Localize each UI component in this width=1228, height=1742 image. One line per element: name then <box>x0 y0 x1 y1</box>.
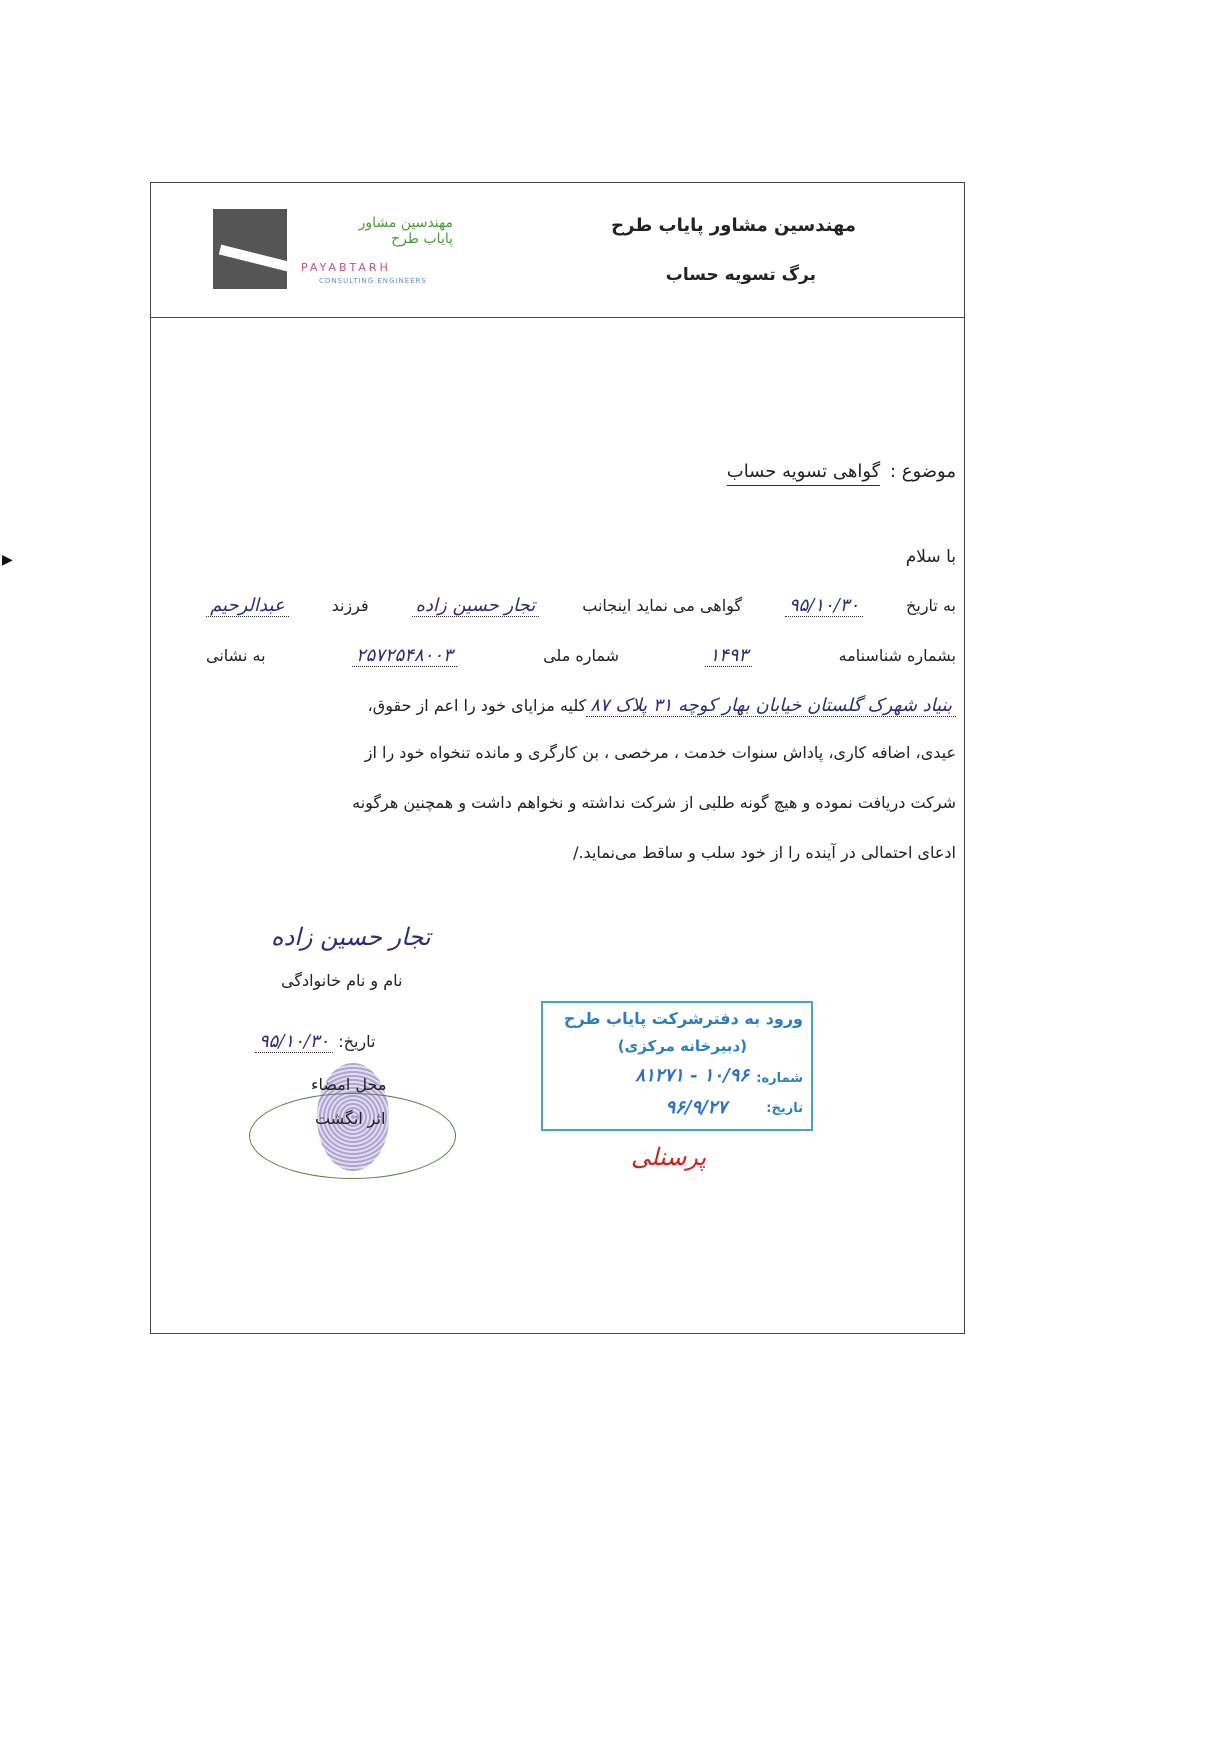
logo-mark-icon <box>213 209 287 289</box>
body-line-5: شرکت دریافت نموده و هیچ گونه طلبی از شرکت نداشته و نخواهم داشت و همچنین هرگونه <box>352 793 956 812</box>
sign-place-label: محل امضاء <box>311 1075 387 1094</box>
body-line-1 <box>206 595 956 617</box>
form-frame <box>150 182 965 1334</box>
date-handwritten: ۹۵/۱۰/۳۰ <box>785 595 863 617</box>
form-header <box>151 183 964 318</box>
logo-text-fa: مهندسین مشاور پایاب طرح <box>358 215 453 247</box>
body-line-2 <box>206 645 956 667</box>
company-name: مهندسین مشاور پایاب طرح <box>611 215 856 236</box>
signature-oval <box>249 1093 456 1179</box>
name-handwritten: تجار حسین زاده <box>412 595 540 617</box>
address-label: به نشانی <box>206 646 266 665</box>
signature-name-handwritten: تجار حسین زاده <box>271 923 431 951</box>
signature-date <box>255 1031 375 1052</box>
subject-line <box>727 461 956 482</box>
red-handwritten-note: پرسنلی <box>631 1143 707 1171</box>
body-line-3-text: کلیه مزایای خود را اعم از حقوق، <box>367 696 587 715</box>
logo-text-en: PAYABTARH <box>301 261 391 274</box>
id-number-handwritten: ۱۴۹۳ <box>705 645 752 667</box>
child-of-label: فرزند <box>331 596 369 615</box>
national-id-label: شماره ملی <box>543 646 620 665</box>
stamp-number-label: شماره: <box>756 1071 803 1086</box>
signature-date-label: تاریخ: <box>338 1032 376 1051</box>
date-prefix: به تاریخ <box>906 596 956 615</box>
stamp-title: ورود به دفترشرکت پایاب طرح <box>563 1009 803 1028</box>
logo-text-sub: CONSULTING ENGINEERS <box>319 277 427 285</box>
id-label: بشماره شناسنامه <box>838 646 956 665</box>
national-id-handwritten: ۲۵۷۲۵۴۸۰۰۳ <box>352 645 457 667</box>
body-line-3 <box>206 695 956 717</box>
signature-block <box>211 923 461 1203</box>
stamp-subtitle: (دبیرخانه مرکزی) <box>617 1037 747 1055</box>
margin-arrow-mark: ▶ <box>2 552 13 568</box>
subject-label: موضوع : <box>889 461 956 482</box>
thumbprint-label: اثر انگشت <box>315 1109 386 1128</box>
stamp-date-label: تاریخ: <box>766 1101 803 1116</box>
body-line-6: ادعای احتمالی در آینده را از خود سلب و ساقط می‌نماید./ <box>573 843 956 862</box>
greeting: با سلام <box>905 547 956 567</box>
body-line-4: عیدی، اضافه کاری، پاداش سنوات خدمت ، مرخصی ، بن کارگری و مانده تنخواه خود را از <box>364 743 956 762</box>
father-name-handwritten: عبدالرحیم <box>206 595 289 617</box>
signature-name-label: نام و نام خانوادگی <box>281 971 403 990</box>
address-handwritten: بنیاد شهرک گلستان خیابان بهار کوچه ۳۱ پلاک ۸۷ <box>586 695 956 717</box>
stamp-number-value: ۸۱۲۷۱ - ۱۰/۹۶ <box>635 1065 749 1086</box>
registration-stamp <box>541 1001 813 1131</box>
certify-text: گواهی می نماید اینجانب <box>582 596 743 615</box>
subject-value: گواهی تسویه حساب <box>727 461 880 486</box>
signature-date-handwritten: ۹۵/۱۰/۳۰ <box>255 1031 333 1053</box>
company-logo <box>213 209 453 295</box>
stamp-date-value: ۹۶/۹/۲۷ <box>665 1097 727 1118</box>
form-title: برگ تسویه حساب <box>665 265 816 285</box>
